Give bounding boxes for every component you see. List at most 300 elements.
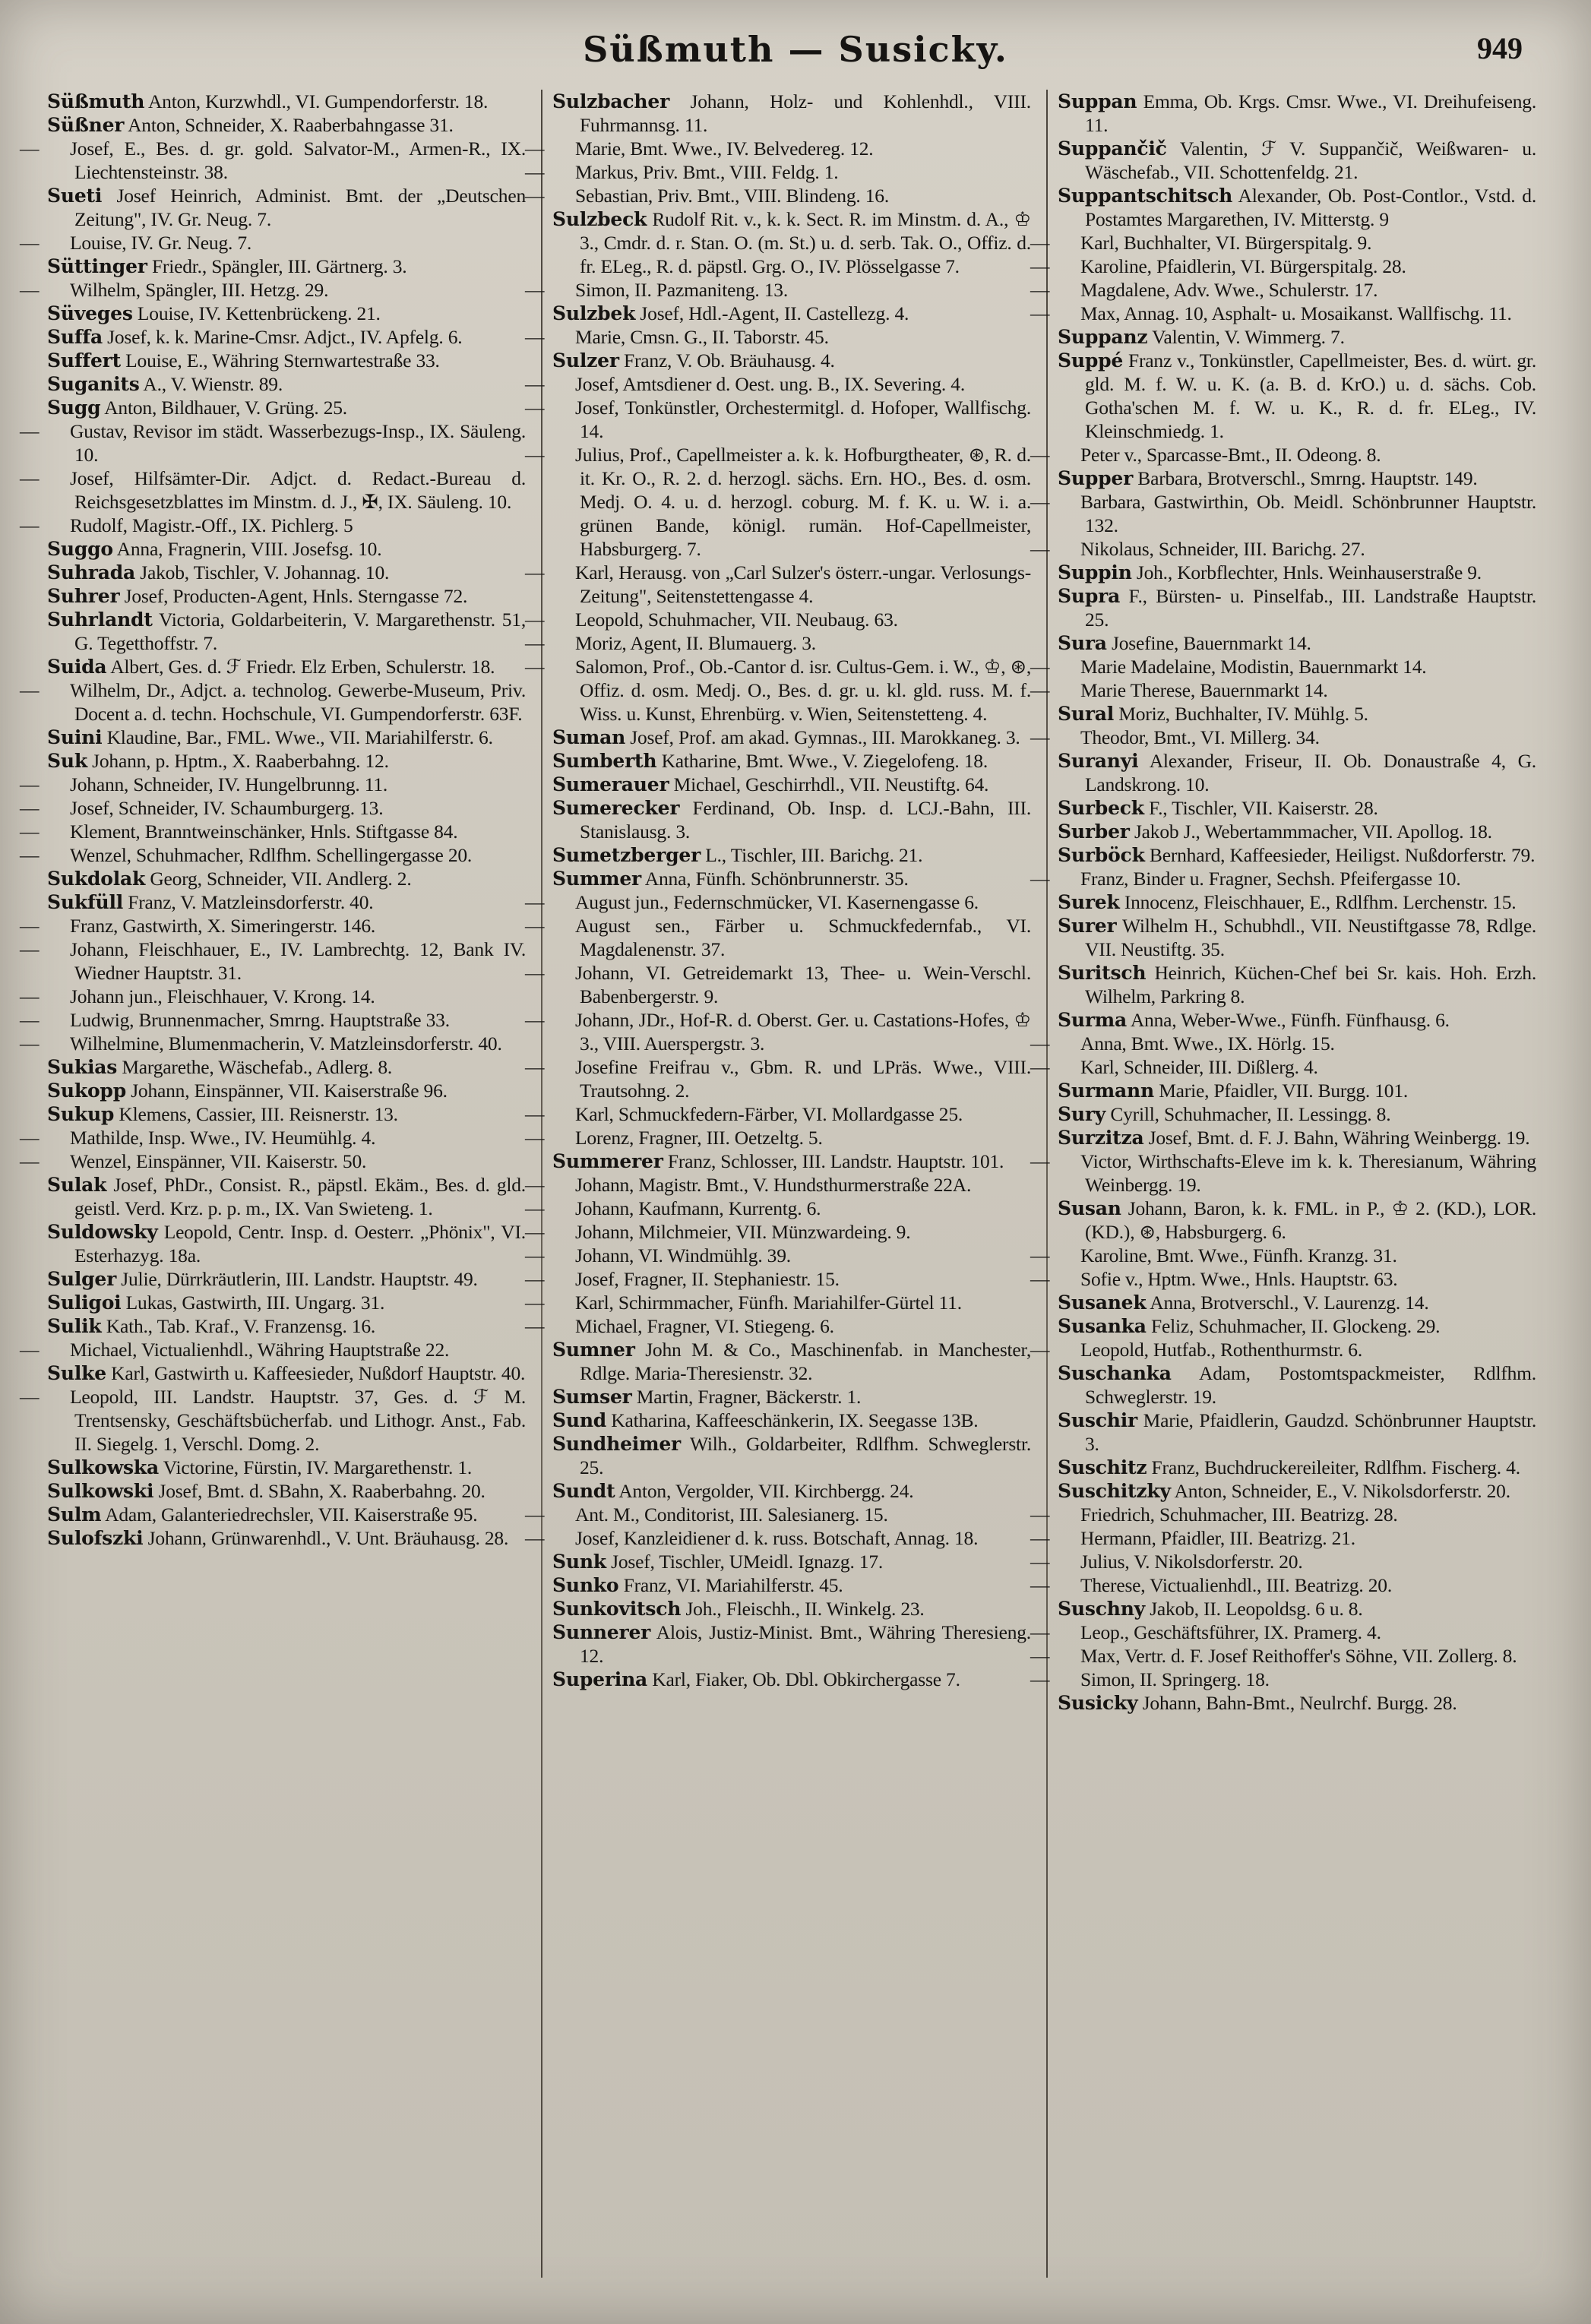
entry-details: Lorenz, Fragner, III. Oetzeltg. 5. [575, 1127, 823, 1149]
entry-surname: Sumerauer [552, 773, 669, 795]
entry-details: Friedrich, Schuhmacher, III. Beatrizg. 28. [1080, 1503, 1398, 1526]
column-2 [525, 90, 1032, 2293]
directory-entry [20, 1149, 526, 1173]
entry-surname: Suppantschitsch [1058, 185, 1233, 207]
directory-entry [20, 1385, 526, 1456]
repeat-dash: — [525, 632, 545, 654]
entry-details: Theodor, Bmt., VI. Millerg. 34. [1080, 726, 1320, 748]
directory-entry [47, 90, 526, 113]
directory-entry [525, 961, 1031, 1008]
entry-details: Josef, Amtsdiener d. Oest. ung. B., IX. Severing. 4. [575, 373, 965, 395]
directory-entry [525, 137, 1031, 160]
entry-details: Leop., Geschäftsführer, IX. Pramerg. 4. [1080, 1621, 1381, 1643]
entry-details: Anton, Schneider, E., V. Nikolsdorferstr. 20. [1174, 1480, 1510, 1502]
running-title: Süßmuth — Susicky. [583, 29, 1008, 70]
directory-entry [552, 90, 1031, 137]
entry-details: Friedr., Spängler, III. Gärtnerg. 3. [151, 255, 407, 277]
directory-entry [1030, 1149, 1536, 1197]
entry-surname: Sury [1058, 1103, 1106, 1125]
entry-details: Klemens, Cassier, III. Reisnerstr. 13. [119, 1103, 398, 1125]
directory-entry [552, 1479, 1031, 1503]
entry-details: Johann, VI. Getreidemarkt 13, Thee- u. Wein-Verschl. Babenbergerstr. 9. [575, 962, 1031, 1007]
entry-details: Michael, Geschirrhdl., VII. Neustiftg. 64. [673, 773, 989, 795]
directory-entry [525, 1314, 1031, 1338]
directory-entry [1058, 1102, 1536, 1126]
entry-details: Victor, Wirthschafts-Eleve im k. k. Theresianum, Währing Weinbergg. 19. [1080, 1150, 1536, 1196]
entry-details: Moriz, Agent, II. Blumauerg. 3. [575, 632, 816, 654]
entry-details: Josef, Bmt. d. SBahn, X. Raaberbahng. 20. [158, 1480, 486, 1502]
entry-surname: Surber [1058, 821, 1130, 843]
directory-entry [525, 372, 1031, 396]
directory-entry [1058, 1126, 1536, 1149]
entry-details: Rudolf, Magistr.-Off., IX. Pichlerg. 5 [70, 514, 353, 536]
entry-details: Johann, VI. Windmühlg. 39. [575, 1244, 791, 1266]
entry-details: Simon, II. Pazmaniteng. 13. [575, 279, 789, 301]
directory-entry [525, 890, 1031, 914]
directory-entry [1058, 584, 1536, 631]
entry-surname: Suppančič [1058, 138, 1167, 160]
directory-entry [552, 1338, 1031, 1385]
directory-entry [1058, 890, 1536, 914]
directory-entry [20, 914, 526, 938]
directory-entry [552, 1597, 1031, 1620]
entry-surname: Sunk [552, 1551, 606, 1573]
repeat-dash: — [525, 962, 545, 984]
directory-entry [1030, 1526, 1536, 1550]
repeat-dash: — [525, 1527, 545, 1549]
directory-entry [47, 1173, 526, 1220]
entry-details: Alois, Justiz-Minist. Bmt., Währing Theresieng. 12. [580, 1621, 1031, 1667]
directory-entry [1030, 1032, 1536, 1055]
entry-details: John M. & Co., Maschinenfab. in Manchester, Rdlge. Maria-Theresienstr. 32. [580, 1339, 1031, 1384]
entry-surname: Sueti [47, 185, 103, 207]
entry-details: Leopold, III. Landstr. Hauptstr. 37, Ges. d. ℱ M. Trentsensky, Geschäftsbücherfab. und Lithogr. Anst., Fab. II. Siegelg. 1, Verschl. Domg. 2. [70, 1386, 526, 1455]
entry-surname: Suppin [1058, 561, 1132, 583]
entry-surname: Susan [1058, 1197, 1121, 1219]
entry-surname: Suggo [47, 538, 113, 560]
entry-details: Johann, Einspänner, VII. Kaiserstraße 96. [131, 1080, 448, 1102]
entry-surname: Sulkowski [47, 1480, 154, 1502]
entry-details: Feliz, Schuhmacher, II. Glockeng. 29. [1151, 1315, 1441, 1337]
repeat-dash: — [20, 773, 40, 795]
entry-details: Anton, Kurzwhdl., VI. Gumpendorferstr. 18. [147, 90, 489, 112]
directory-entry [525, 631, 1031, 655]
repeat-dash: — [1030, 1056, 1050, 1078]
entry-surname: Sumberth [552, 750, 657, 772]
directory-entry [47, 726, 526, 749]
directory-entry [1030, 1644, 1536, 1668]
entry-details: Victorine, Fürstin, IV. Margarethenstr. 1. [163, 1456, 473, 1478]
entry-surname: Sundheimer [552, 1433, 681, 1455]
entry-details: August jun., Federnschmücker, VI. Kasernengasse 6. [575, 891, 979, 913]
directory-entry [47, 1079, 526, 1102]
directory-entry [47, 584, 526, 608]
repeat-dash: — [525, 1009, 545, 1031]
entry-details: Mathilde, Insp. Wwe., IV. Heumühlg. 4. [70, 1127, 376, 1149]
entry-details: Ferdinand, Ob. Insp. d. LCJ.-Bahn, III. Stanislausg. 3. [580, 797, 1031, 843]
directory-entry [1058, 749, 1536, 796]
entry-details: Julius, V. Nikolsdorferstr. 20. [1080, 1551, 1303, 1573]
repeat-dash: — [1030, 302, 1050, 324]
directory-entry [47, 608, 526, 655]
directory-entry [20, 231, 526, 255]
repeat-dash: — [1030, 1339, 1050, 1361]
entry-details: Barbara, Brotverschl., Smrng. Hauptstr. 149. [1137, 467, 1478, 489]
entry-details: Anton, Vergolder, VII. Kirchbergg. 24. [618, 1480, 914, 1502]
entry-details: Anna, Fünfh. Schönbrunnerstr. 35. [644, 868, 909, 890]
directory-entry [20, 796, 526, 820]
entry-details: Leopold, Centr. Insp. d. Oesterr. „Phönix", VI. Esterhazyg. 18a. [74, 1221, 526, 1266]
directory-entry [1058, 702, 1536, 726]
entry-details: Joh., Fleischh., II. Winkelg. 23. [685, 1598, 925, 1620]
entry-surname: Sukias [47, 1056, 118, 1078]
directory-entry [525, 1008, 1031, 1055]
directory-entry [1058, 1361, 1536, 1409]
entry-surname: Suffert [47, 349, 121, 372]
directory-entry [525, 1173, 1031, 1197]
directory-entry [1058, 325, 1536, 349]
directory-entry [1030, 278, 1536, 302]
directory-entry [1030, 1055, 1536, 1079]
repeat-dash: — [1030, 1268, 1050, 1290]
entry-surname: Surböck [1058, 844, 1145, 866]
entry-details: Johann, Grünwarenhdl., V. Unt. Bräuhausg. 28. [147, 1527, 509, 1549]
entry-details: Heinrich, Küchen-Chef bei Sr. kais. Hoh. Erzh. Wilhelm, Parkring 8. [1085, 962, 1537, 1007]
entry-surname: Surer [1058, 915, 1117, 937]
directory-entry [1030, 302, 1536, 325]
repeat-dash: — [1030, 538, 1050, 560]
directory-entry [552, 773, 1031, 796]
directory-entry [525, 1197, 1031, 1220]
entry-surname: Sugg [47, 397, 101, 419]
entry-details: Adam, Galanteriedrechsler, VII. Kaiserstraße 95. [105, 1503, 478, 1526]
entry-surname: Superina [552, 1668, 648, 1690]
repeat-dash: — [525, 915, 545, 937]
directory-entry [20, 1008, 526, 1032]
directory-entry [1058, 349, 1536, 443]
repeat-dash: — [1030, 1527, 1050, 1549]
directory-entry [47, 302, 526, 325]
directory-columns [20, 90, 1548, 2293]
entry-surname: Suhrlandt [47, 609, 153, 631]
column-1 [20, 90, 526, 2293]
repeat-dash: — [20, 1032, 40, 1054]
entry-details: Franz, V. Matzleinsdorferstr. 40. [128, 891, 374, 913]
entry-details: Barbara, Gastwirthin, Ob. Meidl. Schönbrunner Hauptstr. 132. [1080, 491, 1536, 536]
directory-entry [1058, 1079, 1536, 1102]
entry-surname: Suppanz [1058, 326, 1148, 348]
entry-surname: Surek [1058, 891, 1120, 913]
repeat-dash: — [525, 1221, 545, 1243]
entry-surname: Sumner [552, 1339, 635, 1361]
directory-entry [20, 938, 526, 985]
page-header [0, 23, 1591, 76]
directory-entry [47, 1291, 526, 1314]
entry-surname: Sund [552, 1409, 607, 1431]
entry-surname: Suschir [1058, 1409, 1137, 1431]
entry-details: Cyrill, Schuhmacher, II. Lessingg. 8. [1110, 1103, 1391, 1125]
directory-entry [1030, 1550, 1536, 1573]
entry-details: F., Tischler, VII. Kaiserstr. 28. [1149, 797, 1378, 819]
repeat-dash: — [20, 1386, 40, 1408]
entry-details: Josef, Kanzleidiener d. k. russ. Botschaft, Annag. 18. [575, 1527, 979, 1549]
entry-details: Julie, Dürrkräutlerin, III. Landstr. Hauptstr. 49. [121, 1268, 478, 1290]
entry-surname: Sumerecker [552, 797, 680, 819]
repeat-dash: — [525, 1197, 545, 1219]
entry-surname: Supra [1058, 585, 1121, 607]
directory-entry [1058, 137, 1536, 184]
directory-entry [1058, 90, 1536, 137]
entry-surname: Suritsch [1058, 962, 1147, 984]
directory-entry [47, 255, 526, 278]
directory-entry [47, 1220, 526, 1267]
entry-surname: Sukup [47, 1103, 115, 1125]
repeat-dash: — [20, 915, 40, 937]
directory-entry [552, 1149, 1031, 1173]
entry-details: Peter v., Sparcasse-Bmt., II. Odeong. 8. [1080, 444, 1381, 466]
entry-surname: Suhrer [47, 585, 120, 607]
entry-details: Anna, Fragnerin, VIII. Josefsg. 10. [116, 538, 382, 560]
repeat-dash: — [20, 938, 40, 960]
directory-entry [552, 726, 1031, 749]
entry-details: Valentin, V. Wimmerg. 7. [1152, 326, 1345, 348]
entry-details: Joh., Korbflechter, Hnls. Weinhauserstraße 9. [1136, 561, 1482, 583]
entry-details: Magdalene, Adv. Wwe., Schulerstr. 17. [1080, 279, 1378, 301]
entry-details: Johann, p. Hptm., X. Raaberbahng. 12. [92, 750, 389, 772]
directory-entry [47, 1267, 526, 1291]
repeat-dash: — [1030, 1150, 1050, 1172]
entry-details: Marie, Pfaidler, VII. Burgg. 101. [1159, 1080, 1409, 1102]
entry-surname: Sulofszki [47, 1527, 144, 1549]
directory-entry [525, 608, 1031, 631]
entry-surname: Surbeck [1058, 797, 1144, 819]
entry-details: Wilhelmine, Blumenmacherin, V. Matzleinsdorferstr. 40. [70, 1032, 502, 1054]
directory-entry [552, 207, 1031, 278]
directory-entry [1058, 1008, 1536, 1032]
entry-details: Klement, Branntweinschänker, Hnls. Stiftgasse 84. [70, 821, 458, 843]
directory-entry [47, 655, 526, 678]
entry-details: Josef, Hdl.-Agent, II. Castellezg. 4. [640, 302, 909, 324]
directory-entry [20, 278, 526, 302]
entry-surname: Sulm [47, 1503, 102, 1526]
directory-entry [525, 160, 1031, 184]
repeat-dash: — [525, 1503, 545, 1526]
directory-entry [1058, 961, 1536, 1008]
entry-surname: Süttinger [47, 255, 147, 277]
entry-details: Louise, IV. Kettenbrückeng. 21. [137, 302, 381, 324]
entry-details: Josefine Freifrau v., Gbm. R. und LPräs. Wwe., VIII. Trautsohng. 2. [575, 1056, 1031, 1102]
entry-details: Bernhard, Kaffeesieder, Heiligst. Nußdorferstr. 79. [1149, 844, 1536, 866]
directory-entry [525, 914, 1031, 961]
entry-details: Max, Annag. 10, Asphalt- u. Mosaikanst. Wallfischg. 11. [1080, 302, 1512, 324]
entry-details: Johann, Schneider, IV. Hungelbrunng. 11. [70, 773, 388, 795]
repeat-dash: — [20, 232, 40, 254]
directory-entry [525, 443, 1031, 561]
repeat-dash: — [525, 1315, 545, 1337]
entry-details: Karl, Schmuckfedern-Färber, VI. Mollardgasse 25. [575, 1103, 963, 1125]
entry-details: Karoline, Bmt. Wwe., Fünfh. Kranzg. 31. [1080, 1244, 1397, 1266]
entry-surname: Suschitzky [1058, 1480, 1171, 1502]
directory-entry [552, 749, 1031, 773]
entry-surname: Susanka [1058, 1315, 1147, 1337]
repeat-dash: — [525, 185, 545, 207]
directory-entry [1030, 255, 1536, 278]
directory-entry [1058, 1691, 1536, 1715]
entry-details: Josefine, Bauernmarkt 14. [1112, 632, 1311, 654]
entry-surname: Surmann [1058, 1080, 1155, 1102]
directory-entry [1030, 1244, 1536, 1267]
entry-details: Klaudine, Bar., FML. Wwe., VII. Mariahilferstr. 6. [106, 726, 493, 748]
repeat-dash: — [20, 679, 40, 701]
entry-details: Wilhelm, Spängler, III. Hetzg. 29. [70, 279, 329, 301]
directory-entry [525, 325, 1031, 349]
directory-entry [525, 278, 1031, 302]
directory-entry [1058, 843, 1536, 867]
entry-details: Wilh., Goldarbeiter, Rdlfhm. Schweglerstr. 25. [580, 1433, 1032, 1478]
entry-details: Marie, Pfaidlerin, Gaudzd. Schönbrunner Hauptstr. 3. [1085, 1409, 1536, 1455]
entry-details: A., V. Wienstr. 89. [143, 373, 283, 395]
repeat-dash: — [1030, 279, 1050, 301]
repeat-dash: — [525, 138, 545, 160]
entry-surname: Sulger [47, 1268, 117, 1290]
entry-surname: Sunnerer [552, 1621, 651, 1643]
entry-details: Katharine, Bmt. Wwe., V. Ziegelofeng. 18. [661, 750, 988, 772]
entry-details: Johann, JDr., Hof-R. d. Oberst. Ger. u. Castations-Hofes, ♔ 3., VIII. Auerspergstr. 3. [575, 1009, 1031, 1054]
entry-surname: Summerer [552, 1150, 663, 1172]
entry-details: Jakob, Tischler, V. Johannag. 10. [140, 561, 390, 583]
entry-surname: Sukfüll [47, 891, 124, 913]
directory-entry [525, 1503, 1031, 1526]
directory-entry [47, 396, 526, 419]
entry-surname: Sunkovitsch [552, 1598, 682, 1620]
directory-entry [1030, 726, 1536, 749]
entry-details: Anton, Schneider, X. Raaberbahngasse 31. [128, 114, 454, 136]
entry-details: Josef, Tonkünstler, Orchestermitgl. d. Hofoper, Wallfischg. 14. [575, 397, 1031, 442]
entry-surname: Suganits [47, 373, 140, 395]
directory-entry [20, 514, 526, 537]
directory-entry [525, 655, 1031, 726]
directory-entry [20, 773, 526, 796]
entry-surname: Sulik [47, 1315, 102, 1337]
entry-details: Josef, Hilfsämter-Dir. Adjct. d. Redact.-Bureau d. Reichsgesetzblattes im Minstm. d. J., ✠, IX. Säuleng. 10. [70, 467, 526, 513]
entry-details: Josef, Schneider, IV. Schaumburgerg. 13. [70, 797, 384, 819]
entry-surname: Suschitz [1058, 1456, 1147, 1478]
repeat-dash: — [1030, 1574, 1050, 1596]
directory-entry [47, 1055, 526, 1079]
entry-details: Max, Vertr. d. F. Josef Reithoffer's Söhne, VII. Zollerg. 8. [1080, 1645, 1517, 1667]
repeat-dash: — [1030, 679, 1050, 701]
repeat-dash: — [525, 891, 545, 913]
directory-entry [1058, 466, 1536, 490]
repeat-dash: — [525, 1268, 545, 1290]
entry-surname: Süßner [47, 114, 125, 136]
directory-entry [1058, 184, 1536, 231]
directory-entry [47, 537, 526, 561]
directory-entry [1030, 1668, 1536, 1691]
entry-surname: Suppé [1058, 349, 1124, 372]
repeat-dash: — [525, 561, 545, 583]
entry-details: Jakob, II. Leopoldsg. 6 u. 8. [1150, 1598, 1363, 1620]
entry-details: Markus, Priv. Bmt., VIII. Feldg. 1. [575, 161, 839, 183]
entry-surname: Suranyi [1058, 750, 1139, 772]
repeat-dash: — [525, 609, 545, 631]
directory-entry [20, 419, 526, 466]
directory-entry [1058, 1291, 1536, 1314]
entry-details: Leopold, Hutfab., Rothenthurmstr. 6. [1080, 1339, 1363, 1361]
directory-entry [1058, 1456, 1536, 1479]
entry-details: Johann, Holz- und Kohlenhdl., VIII. Fuhrmannsg. 11. [580, 90, 1031, 136]
entry-details: Emma, Ob. Krgs. Cmsr. Wwe., VI. Dreihufeiseng. 11. [1085, 90, 1536, 136]
entry-details: Lukas, Gastwirth, III. Ungarg. 31. [125, 1292, 385, 1314]
repeat-dash: — [20, 821, 40, 843]
entry-details: Josef, k. k. Marine-Cmsr. Adjct., IV. Apfelg. 6. [107, 326, 463, 348]
repeat-dash: — [1030, 255, 1050, 277]
entry-surname: Sura [1058, 632, 1107, 654]
directory-entry [47, 1526, 526, 1550]
directory-entry [525, 1220, 1031, 1244]
entry-details: Franz, VI. Mariahilferstr. 45. [623, 1574, 843, 1596]
entry-details: L., Tischler, III. Barichg. 21. [705, 844, 923, 866]
directory-entry [47, 113, 526, 137]
directory-entry [552, 1668, 1031, 1691]
entry-surname: Surma [1058, 1009, 1128, 1031]
entry-surname: Sulzbek [552, 302, 636, 324]
directory-entry [1058, 1314, 1536, 1338]
directory-entry [20, 985, 526, 1008]
repeat-dash: — [525, 1127, 545, 1149]
entry-details: Jakob J., Webertammmacher, VII. Apollog. 18. [1134, 821, 1492, 843]
repeat-dash: — [525, 1056, 545, 1078]
entry-surname: Suldowsky [47, 1221, 158, 1243]
directory-entry [47, 1314, 526, 1338]
directory-entry [1030, 231, 1536, 255]
directory-entry [552, 1573, 1031, 1597]
directory-entry [1058, 820, 1536, 843]
directory-entry [1030, 1573, 1536, 1597]
directory-entry [525, 1526, 1031, 1550]
entry-surname: Suk [47, 750, 87, 772]
repeat-dash: — [525, 1174, 545, 1196]
column-3 [1030, 90, 1537, 2293]
entry-details: Marie Madelaine, Modistin, Bauernmarkt 14. [1080, 656, 1427, 678]
entry-details: Franz, Binder u. Fragner, Sechsh. Pfeifergasse 10. [1080, 868, 1461, 890]
entry-details: Johann, Milchmeier, VII. Münzwardeing. 9. [575, 1221, 911, 1243]
repeat-dash: — [20, 985, 40, 1007]
directory-entry [47, 867, 526, 890]
entry-details: F., Bürsten- u. Pinselfab., III. Landstraße Hauptstr. 25. [1085, 585, 1536, 631]
directory-entry [552, 349, 1031, 372]
repeat-dash: — [1030, 491, 1050, 513]
entry-details: Wilhelm, Dr., Adjct. a. technolog. Gewerbe-Museum, Priv. Docent a. d. techn. Hochschule, VI. Gumpendorferstr. 63F. [70, 679, 526, 725]
entry-surname: Sulzbacher [552, 90, 670, 112]
directory-entry [552, 1385, 1031, 1409]
entry-surname: Süveges [47, 302, 133, 324]
entry-details: Marie, Bmt. Wwe., IV. Belvedereg. 12. [575, 138, 874, 160]
repeat-dash: — [1030, 1503, 1050, 1526]
entry-surname: Sunko [552, 1574, 619, 1596]
entry-details: Johann, Fleischhauer, E., IV. Lambrechtg. 12, Bank IV. Wiedner Hauptstr. 31. [70, 938, 526, 984]
directory-entry [1058, 1479, 1536, 1503]
entry-surname: Suida [47, 656, 107, 678]
entry-details: Josef, Prof. am akad. Gymnas., III. Marokkaneg. 3. [630, 726, 1020, 748]
repeat-dash: — [1030, 726, 1050, 748]
directory-entry [47, 372, 526, 396]
entry-surname: Sural [1058, 703, 1115, 725]
entry-details: Franz, V. Ob. Bräuhausg. 4. [624, 349, 835, 372]
entry-details: Wilhelm H., Schubhdl., VII. Neustiftgasse 78, Rdlge. VII. Neustiftg. 35. [1085, 915, 1537, 960]
directory-entry [20, 820, 526, 843]
directory-entry [552, 302, 1031, 325]
